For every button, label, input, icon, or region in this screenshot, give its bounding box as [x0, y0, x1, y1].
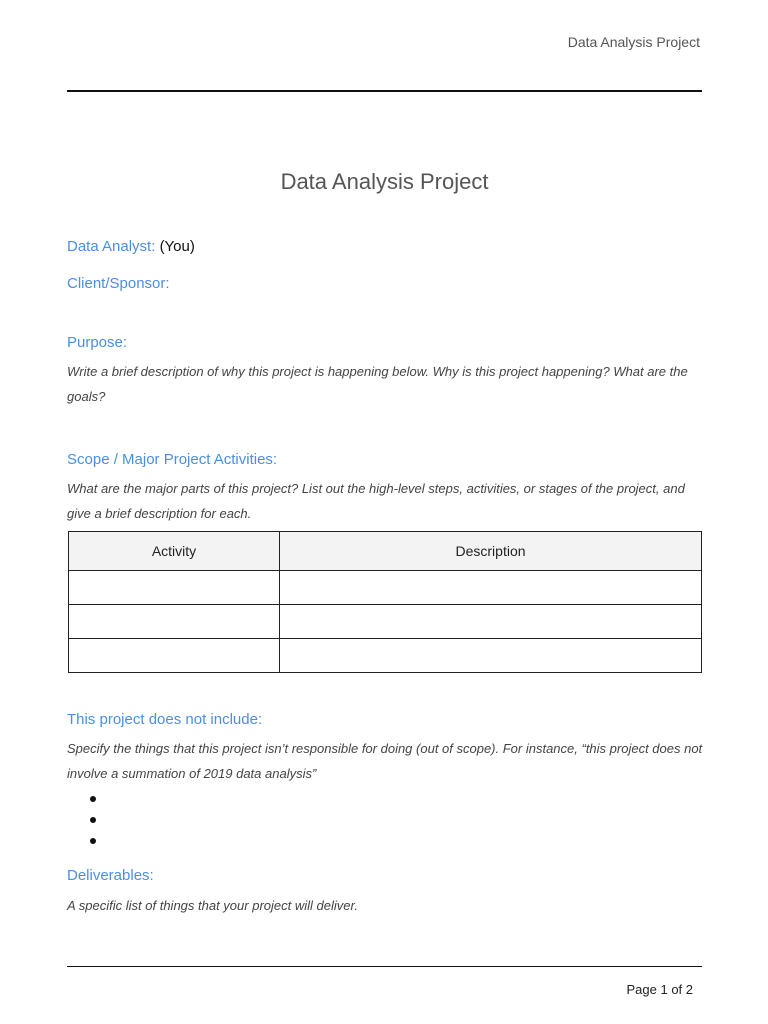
column-header-activity: Activity: [69, 532, 280, 571]
activity-cell[interactable]: [69, 639, 280, 673]
scope-heading: Scope / Major Project Activities:: [67, 451, 278, 468]
deliverables-heading: Deliverables:: [67, 867, 154, 884]
footer-divider: [67, 966, 702, 967]
data-analyst-label: Data Analyst:: [67, 238, 156, 255]
client-sponsor-label: Client/Sponsor:: [67, 275, 170, 292]
data-analyst-field: [67, 238, 195, 255]
table-row: [69, 571, 702, 605]
description-cell[interactable]: [280, 605, 702, 639]
purpose-heading: Purpose:: [67, 334, 128, 351]
page-number: Page 1 of 2: [626, 982, 693, 997]
column-header-description: Description: [280, 532, 702, 571]
activity-cell[interactable]: [69, 571, 280, 605]
table-row: [69, 605, 702, 639]
scope-hint[interactable]: What are the major parts of this project? List out the high-level steps, activities, or stages of the project, and give a brief description for each.: [67, 481, 685, 521]
activity-cell[interactable]: [69, 605, 280, 639]
description-cell[interactable]: [280, 571, 702, 605]
exclusions-heading: This project does not include:: [67, 711, 263, 728]
document-title: Data Analysis Project: [280, 169, 489, 194]
purpose-hint[interactable]: Write a brief description of why this project is happening below. Why is this project happening? What are the goals?: [67, 364, 688, 404]
table-row: [69, 639, 702, 673]
data-analyst-value[interactable]: (You): [159, 238, 195, 255]
client-sponsor-field: [67, 275, 170, 292]
description-cell[interactable]: [280, 639, 702, 673]
activities-table: [68, 531, 702, 673]
header-divider: [67, 90, 702, 92]
deliverables-hint[interactable]: A specific list of things that your project will deliver.: [67, 898, 358, 913]
header-running-title: Data Analysis Project: [567, 34, 700, 50]
exclusions-hint[interactable]: Specify the things that this project isn’t responsible for doing (out of scope). For instance, “this project does not involve a summation of 2019 data analysis”: [67, 741, 703, 781]
table-header-row: [69, 532, 702, 571]
